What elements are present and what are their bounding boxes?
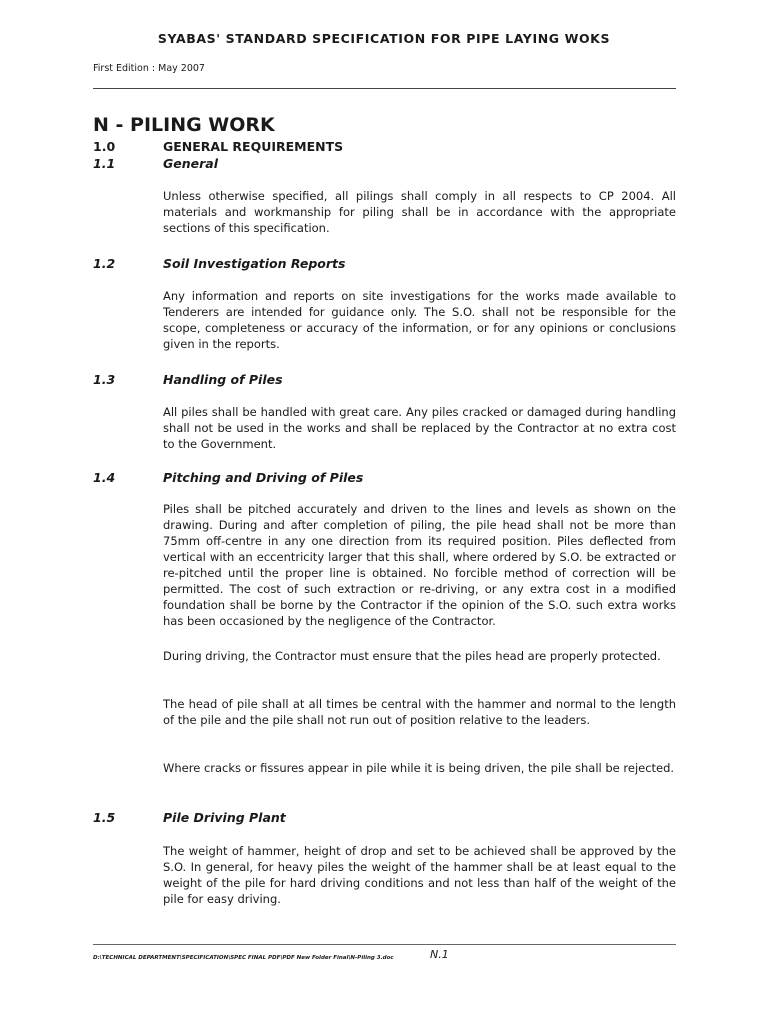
subsection-number: 1.4 (93, 470, 116, 485)
section-title: GENERAL REQUIREMENTS (163, 139, 344, 154)
subsection-title: Pitching and Driving of Piles (163, 470, 364, 485)
section-number: 1.0 (93, 139, 116, 154)
subsection-number: 1.2 (93, 256, 116, 271)
subsection-title: Pile Driving Plant (163, 810, 286, 825)
footer-file-path: D:\TECHNICAL DEPARTMENT\SPECIFICATION\SPEC FINAL PDF\PDF New Folder Final\N-Piling 3.doc (93, 955, 394, 961)
subsection-number: 1.5 (93, 810, 116, 825)
footer-divider (93, 944, 676, 945)
chapter-title: N - PILING WORK (93, 114, 275, 136)
subsection-title: Handling of Piles (163, 372, 283, 387)
page-number: N.1 (430, 948, 449, 961)
paragraph: Unless otherwise specified, all pilings shall comply in all respects to CP 2004. All materials and workmanship for piling shall be in accordance with the appropriate sections of this specification. (163, 189, 676, 235)
paragraph: All piles shall be handled with great care. Any piles cracked or damaged during handling shall not be used in the works and shall be replaced by the Contractor at no extra cost to the Government. (163, 405, 676, 451)
edition-label: First Edition : May 2007 (93, 63, 205, 74)
header-divider (93, 88, 676, 89)
paragraph: Piles shall be pitched accurately and driven to the lines and levels as shown on the drawing. During and after completion of piling, the pile head shall not be more than 75mm off-centre in any one direction from its required position. Piles deflected from vertical with an eccentricity larger that this shall, where ordered by S.O. be extracted or re-pitched until the proper line is obtained. No forcible method of correction will be permitted. The cost of such extraction or re-driving, or any extra cost in a modified foundation shall be borne by the Contractor if the opinion of the S.O. such extra works has been occasioned by the negligence of the Contractor. (163, 502, 676, 628)
paragraph: During driving, the Contractor must ensure that the piles head are properly protected. (163, 649, 661, 663)
subsection-title: Soil Investigation Reports (163, 256, 346, 271)
paragraph: The head of pile shall at all times be central with the hammer and normal to the length of the pile and the pile shall not run out of position relative to the leaders. (163, 697, 676, 727)
paragraph: Any information and reports on site investigations for the works made available to Tenderers are intended for guidance only. The S.O. shall not be responsible for the scope, completeness or accuracy of the information, or for any opinions or conclusions given in the reports. (163, 289, 676, 351)
paragraph: The weight of hammer, height of drop and set to be achieved shall be approved by the S.O. In general, for heavy piles the weight of the hammer shall be at least equal to the weight of the pile for hard driving conditions and not less than half of the weight of the pile for easy driving. (163, 844, 676, 906)
subsection-number: 1.1 (93, 156, 116, 171)
subsection-title: General (163, 156, 218, 171)
subsection-number: 1.3 (93, 372, 116, 387)
paragraph: Where cracks or fissures appear in pile while it is being driven, the pile shall be rejected. (163, 761, 675, 775)
document-header-title: SYABAS' STANDARD SPECIFICATION FOR PIPE LAYING WOKS (157, 31, 611, 46)
